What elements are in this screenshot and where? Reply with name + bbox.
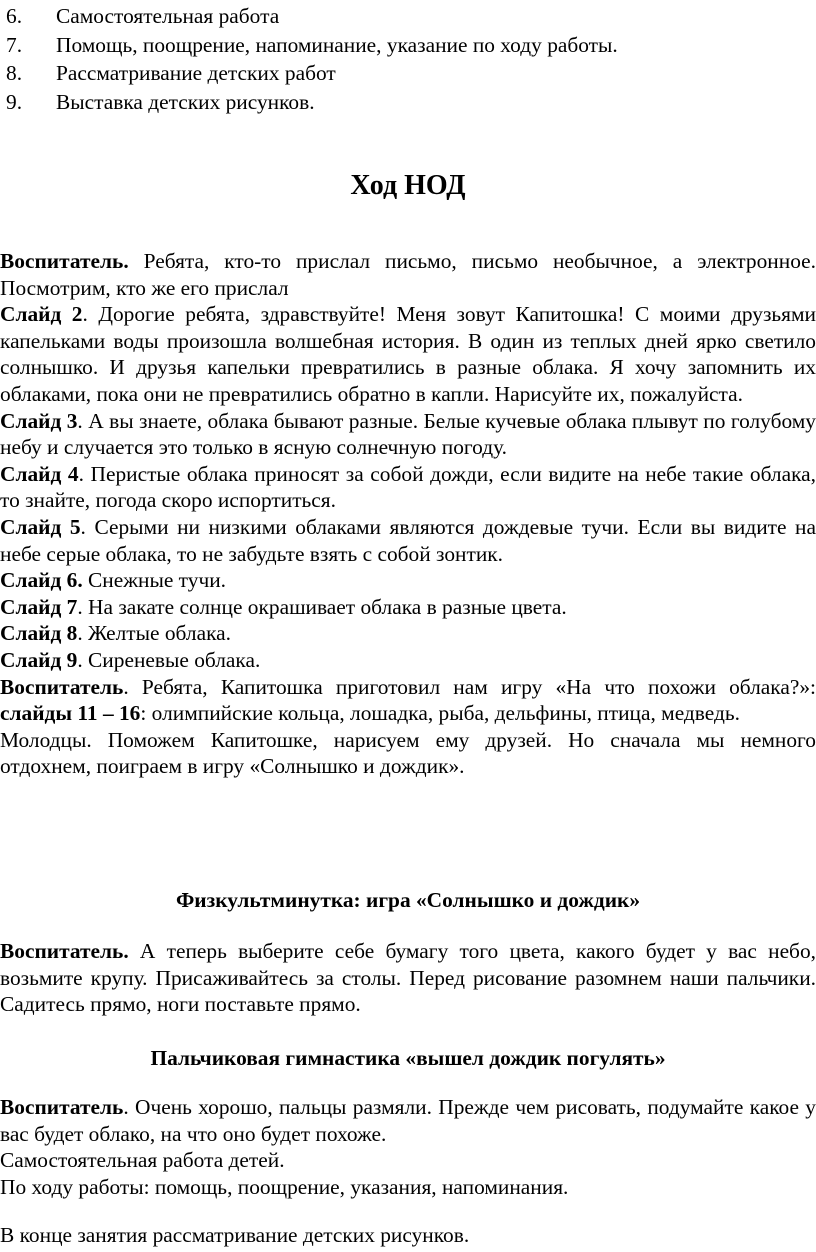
paragraph-slide-6 [0, 567, 816, 594]
paragraph-slide-9 [0, 647, 816, 674]
list-text: Самостоятельная работа [56, 4, 280, 29]
paragraph-text: Ребята, кто-то прислал письмо, письмо необычное, а электронное. Посмотрим, кто же его прислал [0, 249, 816, 300]
speaker-label: Воспитатель [0, 674, 124, 699]
slide-label: Слайд 5 [0, 514, 81, 539]
paragraph-text: А теперь выберите себе бумагу того цвета, какого будет у вас небо, возьмите крупу. Присаживайтесь за столы. Перед рисование разомнем наши пальчики. Садитесь прямо, ноги поставьте прямо. [0, 939, 816, 1017]
paragraph-text: . Очень хорошо, пальцы размяли. Прежде чем рисовать, подумайте какое у вас будет облако, на что оно будет похоже. [0, 1095, 816, 1146]
section-heading-finger: Пальчиковая гимнастика «вышел дождик погулять» [150, 1046, 666, 1070]
numbered-list [0, 2, 816, 117]
paragraph-text: . На закате солнце окрашивает облака в разные цвета. [77, 594, 567, 619]
paragraph-text: . Перистые облака приносят за собой дожди, если видите на небе такие облака, то знайте, погода скоро испортиться. [0, 461, 816, 513]
paragraph-praise: Молодцы. Поможем Капитошке, нарисуем ему друзей. Но сначала мы немного отдохнем, поиграем в игру «Солнышко и дождик». [0, 727, 816, 779]
paragraph-independent: Самостоятельная работа детей. [0, 1148, 285, 1173]
paragraph-good [0, 1094, 816, 1147]
paragraph-text: . Желтые облака. [77, 621, 231, 646]
list-item [0, 88, 816, 117]
paragraph-intro [0, 248, 816, 301]
paragraph-slide-7 [0, 594, 816, 621]
slide-label: Слайд 4 [0, 461, 79, 486]
page-title: Ход НОД [350, 170, 466, 201]
section-heading-physical: Физкультминутка: игра «Солнышко и дождик» [175, 888, 641, 912]
speaker-label: Воспитатель [0, 1095, 124, 1119]
paragraph-text: Снежные тучи. [82, 568, 226, 593]
paragraph-end: В конце занятия рассматривание детских рисунков. [0, 1223, 470, 1247]
paragraph-text: . Серыми ни низкими облаками являются дождевые тучи. Если вы видите на небе серые облака, то не забудьте взять с собой зонтик. [0, 514, 816, 566]
slide-label: Слайд 9 [0, 647, 78, 672]
slide-label: Слайд 2 [0, 302, 83, 327]
speaker-label: Воспитатель. [0, 939, 129, 963]
list-text: Помощь, поощрение, напоминание, указание по ходу работы. [56, 32, 618, 57]
paragraph-game [0, 674, 816, 727]
paragraph-slide-5 [0, 514, 816, 567]
slide-label: Слайд 7 [0, 594, 78, 619]
list-item [0, 31, 816, 60]
paragraph-text: . Ребята, Капитошка приготовил нам игру «На что похожи облака?»: [123, 674, 816, 699]
list-number: 7. [6, 32, 23, 57]
paragraph-slide-3 [0, 408, 816, 461]
paragraph-slide-4 [0, 461, 816, 514]
final-text [0, 1094, 816, 1200]
list-number: 8. [6, 61, 23, 86]
speaker-label: Воспитатель. [0, 249, 129, 273]
paragraph-text: . Сиреневые облака. [77, 647, 261, 672]
slides-range-label: слайды 11 – 16 [0, 701, 141, 726]
paragraph-text: . А вы знаете, облака бывают разные. Белые кучевые облака плывут по голубому небу и случается это только в ясную солнечную погоду. [0, 408, 816, 460]
list-item [0, 59, 816, 88]
slide-label: Слайд 6. [0, 568, 83, 593]
list-text: Рассматривание детских работ [56, 61, 336, 86]
paragraph-slide-8 [0, 620, 816, 647]
slide-label: Слайд 3 [0, 408, 78, 433]
main-text [0, 248, 816, 780]
paragraph-text: : олимпийские кольца, лошадка, рыба, дельфины, птица, медведь. [140, 701, 740, 726]
paragraph-during-work: По ходу работы: помощь, поощрение, указания, напоминания. [0, 1174, 569, 1199]
paragraph-paper [0, 938, 816, 1018]
list-item [0, 2, 816, 31]
list-number: 9. [6, 90, 23, 115]
list-number: 6. [6, 4, 23, 29]
slide-label: Слайд 8 [0, 621, 78, 646]
list-text: Выставка детских рисунков. [56, 90, 315, 115]
paragraph-paper-text [0, 938, 816, 1018]
paragraph-slide-2 [0, 301, 816, 407]
paragraph-text: . Дорогие ребята, здравствуйте! Меня зовут Капитошка! С моими друзьями капельками воды произошла волшебная история. В один из теплых дней ярко светило солнышко. И друзья капельки превратились в разные облака. Я хочу запомнить их облаками, пока они не превратились обратно в капли. Нарисуйте их, пожалуйста. [0, 302, 816, 406]
